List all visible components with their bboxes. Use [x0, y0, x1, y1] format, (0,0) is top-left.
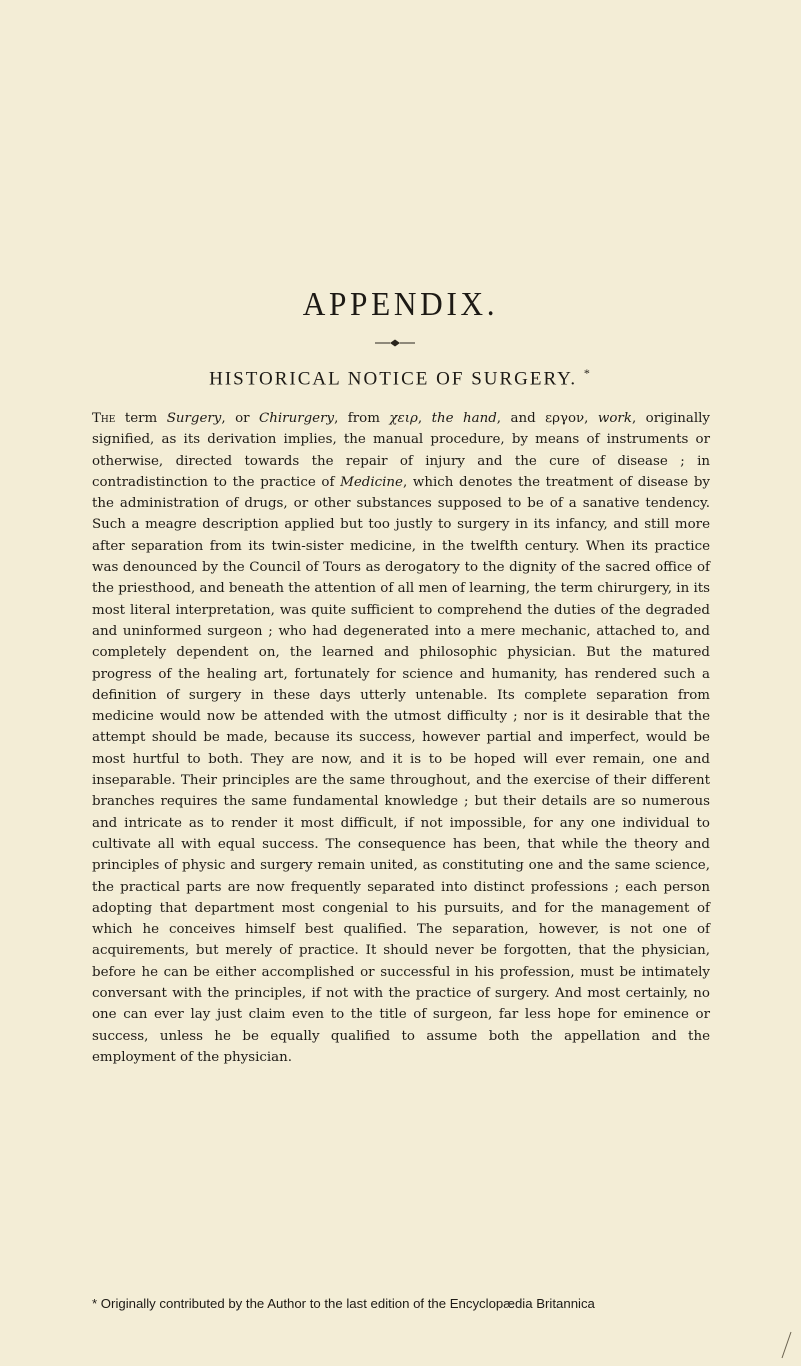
- text-segment: ,: [584, 411, 598, 426]
- ornament-divider: [375, 338, 415, 348]
- text-segment: , and: [496, 411, 546, 426]
- body-paragraph: [92, 408, 710, 1068]
- section-heading-text: HISTORICAL NOTICE OF SURGERY.: [209, 368, 578, 390]
- text-segment: term: [115, 411, 167, 426]
- page-title: APPENDIX.: [302, 286, 499, 323]
- text-segment: work: [597, 411, 632, 426]
- paragraph-body: [92, 411, 710, 1065]
- text-segment: Surgery: [166, 411, 222, 426]
- text-segment: , which denotes the treatment of disease by the administration of drugs, or other substances supposed to be of a sanative tendency. Such a meagre description applied but too justly to surgery in its infancy, and still more after separation from its twin-sister medicine, in the twelfth century. When its practice was denounced by the Council of Tours as derogatory to the dignity of the sacred office of the priesthood, and beneath the attention of all men of learning, the term chirurgery, in its most literal interpretation, was quite sufficient to comprehend the duties of the degraded and uninformed surgeon ; who had degenerated into a mere mechanic, attached to, and completely dependent on, the learned and philosophic physician. But the matured progress of the healing art, fortunately for science and humanity, has rendered such a definition of surgery in these days utterly untenable. Its complete separation from medicine would now be attended with the utmost difficulty ; nor is it desirable that the attempt should be made, because its success, however partial and imperfect, would be most hurtful to both. They are now, and it is to be hoped will ever remain, one and inseparable. Their principles are the same throughout, and the exercise of their different branches requires the same fundamental knowledge ; but their details are so numerous and intricate as to render it most difficult, if not impossible, for any one individual to cultivate all with equal success. The consequence has been, that while the theory and principles of physic and surgery remain united, as constituting one and the same science, the practical parts are now frequently separated into distinct professions ; each person adopting that department most congenial to his pursuits, and for the management of which he conceives himself best qualified. The separation, however, is not one of acquirements, but merely of practice. It should never be forgotten, that the physician, before he can be either accomplished or successful in his profession, must be intimately conversant with the principles, if not with the practice of surgery. And most certainly, no one can ever lay just claim even to the title of surgeon, far less hope for eminence or success, unless he be equally qualified to assume both the appellation and the employment of the physician.: [92, 474, 710, 1065]
- text-segment: εργον: [545, 411, 585, 426]
- text-segment: χειρ: [389, 411, 418, 426]
- footnote: * Originally contributed by the Author to the last edition of the Encyclopædia Britannica: [92, 1296, 595, 1311]
- text-segment: Medicine: [340, 474, 403, 490]
- page-corner-mark: [779, 1330, 793, 1360]
- text-segment: , originally signified, as its derivation implies, the manual procedure, by means of instruments or otherwise, directed towards the repair of injury and the cure of disease ; in contradistinction to the practice of: [92, 411, 710, 490]
- opening-word: The: [92, 411, 116, 426]
- section-heading: [0, 366, 801, 390]
- text-segment: , from: [334, 411, 390, 426]
- text-segment: Chirurgery: [259, 411, 335, 426]
- text-segment: ,: [417, 411, 432, 426]
- footnote-marker: *: [583, 366, 592, 380]
- text-segment: , or: [221, 411, 260, 426]
- text-segment: the hand: [431, 411, 497, 426]
